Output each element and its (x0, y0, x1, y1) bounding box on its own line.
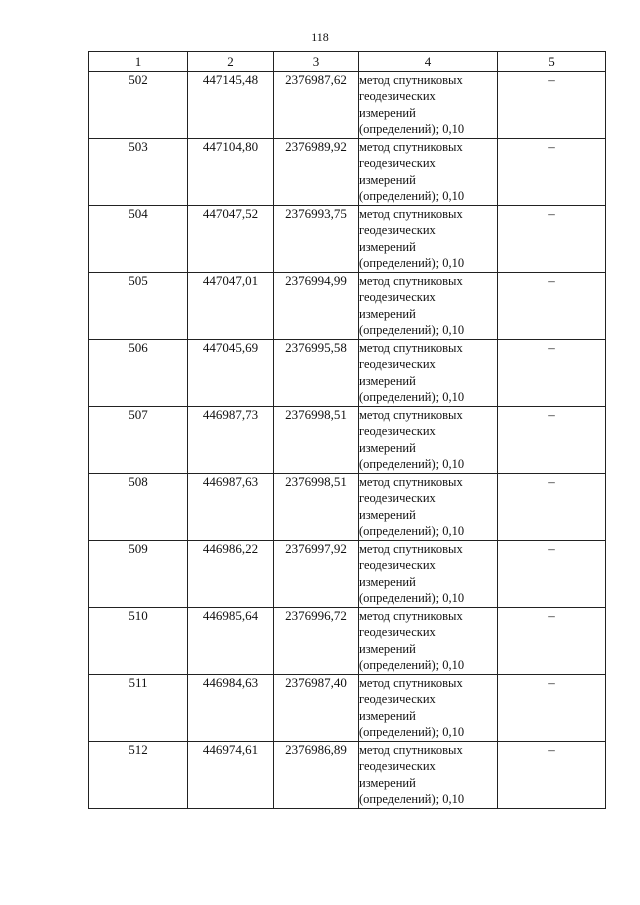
method-line: метод спутниковых (359, 475, 463, 489)
table-row (89, 340, 606, 407)
method-cell (359, 340, 498, 407)
method-line: (определений); 0,10 (359, 657, 465, 672)
method-line: геодезических (359, 491, 436, 506)
point-number-cell: 503 (89, 139, 188, 206)
point-number-cell: 502 (89, 72, 188, 139)
method-line: измерений (359, 172, 416, 187)
method-line: (определений); 0,10 (359, 188, 465, 203)
method-line: измерений (359, 440, 416, 455)
table-row (89, 608, 606, 675)
point-number-cell: 508 (89, 474, 188, 541)
y-coordinate-cell: 2376987,62 (274, 72, 359, 139)
method-line: (определений); 0,10 (359, 255, 465, 270)
y-coordinate-cell: 2376997,92 (274, 541, 359, 608)
method-line: геодезических (359, 156, 436, 171)
x-coordinate-cell: 447047,52 (188, 206, 274, 273)
x-coordinate-cell: 447104,80 (188, 139, 274, 206)
point-number-cell: 512 (89, 742, 188, 809)
table-header-row (89, 52, 606, 72)
y-coordinate-cell: 2376989,92 (274, 139, 359, 206)
method-line: метод спутниковых (359, 408, 463, 422)
point-number-cell: 510 (89, 608, 188, 675)
x-coordinate-cell: 446985,64 (188, 608, 274, 675)
table-row (89, 206, 606, 273)
method-cell (359, 742, 498, 809)
x-coordinate-cell: 446987,63 (188, 474, 274, 541)
method-line: геодезических (359, 357, 436, 372)
method-line: метод спутниковых (359, 207, 463, 221)
method-line: геодезических (359, 89, 436, 104)
method-line: геодезических (359, 223, 436, 238)
header-cell-2: 2 (188, 52, 274, 72)
table-body (89, 72, 606, 809)
table-row (89, 273, 606, 340)
table-row (89, 675, 606, 742)
table-row (89, 72, 606, 139)
point-number-cell: 511 (89, 675, 188, 742)
method-line: геодезических (359, 290, 436, 305)
method-line: метод спутниковых (359, 542, 463, 556)
header-cell-3: 3 (274, 52, 359, 72)
method-line: геодезических (359, 558, 436, 573)
method-line: измерений (359, 775, 416, 790)
note-cell: – (498, 474, 606, 541)
y-coordinate-cell: 2376995,58 (274, 340, 359, 407)
note-cell: – (498, 608, 606, 675)
method-line: измерений (359, 306, 416, 321)
method-cell (359, 72, 498, 139)
y-coordinate-cell: 2376998,51 (274, 474, 359, 541)
method-line: измерений (359, 239, 416, 254)
point-number-cell: 507 (89, 407, 188, 474)
method-line: геодезических (359, 692, 436, 707)
header-cell-4: 4 (359, 52, 498, 72)
method-line: (определений); 0,10 (359, 322, 465, 337)
coordinates-table (88, 51, 606, 809)
x-coordinate-cell: 446974,61 (188, 742, 274, 809)
method-line: геодезических (359, 424, 436, 439)
method-line: метод спутниковых (359, 274, 463, 288)
page-number: 118 (311, 30, 329, 44)
method-line: метод спутниковых (359, 609, 463, 623)
method-line: метод спутниковых (359, 341, 463, 355)
note-cell: – (498, 742, 606, 809)
method-line: геодезических (359, 625, 436, 640)
point-number-cell: 509 (89, 541, 188, 608)
method-line: (определений); 0,10 (359, 389, 465, 404)
method-line: измерений (359, 105, 416, 120)
method-cell (359, 541, 498, 608)
point-number-cell: 506 (89, 340, 188, 407)
note-cell: – (498, 139, 606, 206)
x-coordinate-cell: 447045,69 (188, 340, 274, 407)
method-cell (359, 273, 498, 340)
method-line: (определений); 0,10 (359, 456, 465, 471)
method-line: измерений (359, 641, 416, 656)
table-row (89, 139, 606, 206)
method-line: метод спутниковых (359, 743, 463, 757)
table-row (89, 742, 606, 809)
note-cell: – (498, 675, 606, 742)
note-cell: – (498, 72, 606, 139)
method-cell (359, 206, 498, 273)
y-coordinate-cell: 2376987,40 (274, 675, 359, 742)
y-coordinate-cell: 2376986,89 (274, 742, 359, 809)
x-coordinate-cell: 447047,01 (188, 273, 274, 340)
note-cell: – (498, 407, 606, 474)
method-line: измерений (359, 507, 416, 522)
table-row (89, 474, 606, 541)
method-line: измерений (359, 708, 416, 723)
method-line: геодезических (359, 759, 436, 774)
method-cell (359, 474, 498, 541)
x-coordinate-cell: 446987,73 (188, 407, 274, 474)
method-line: метод спутниковых (359, 73, 463, 87)
method-line: метод спутниковых (359, 676, 463, 690)
method-cell (359, 407, 498, 474)
x-coordinate-cell: 447145,48 (188, 72, 274, 139)
note-cell: – (498, 206, 606, 273)
y-coordinate-cell: 2376998,51 (274, 407, 359, 474)
header-cell-1: 1 (89, 52, 188, 72)
method-line: (определений); 0,10 (359, 590, 465, 605)
table-row (89, 407, 606, 474)
method-cell (359, 608, 498, 675)
method-line: (определений); 0,10 (359, 724, 465, 739)
y-coordinate-cell: 2376996,72 (274, 608, 359, 675)
note-cell: – (498, 340, 606, 407)
x-coordinate-cell: 446984,63 (188, 675, 274, 742)
x-coordinate-cell: 446986,22 (188, 541, 274, 608)
header-cell-5: 5 (498, 52, 606, 72)
y-coordinate-cell: 2376994,99 (274, 273, 359, 340)
method-line: (определений); 0,10 (359, 121, 465, 136)
y-coordinate-cell: 2376993,75 (274, 206, 359, 273)
method-line: (определений); 0,10 (359, 523, 465, 538)
table-row (89, 541, 606, 608)
note-cell: – (498, 541, 606, 608)
method-cell (359, 675, 498, 742)
method-line: (определений); 0,10 (359, 791, 465, 806)
point-number-cell: 505 (89, 273, 188, 340)
method-cell (359, 139, 498, 206)
method-line: измерений (359, 574, 416, 589)
method-line: метод спутниковых (359, 140, 463, 154)
method-line: измерений (359, 373, 416, 388)
note-cell: – (498, 273, 606, 340)
point-number-cell: 504 (89, 206, 188, 273)
